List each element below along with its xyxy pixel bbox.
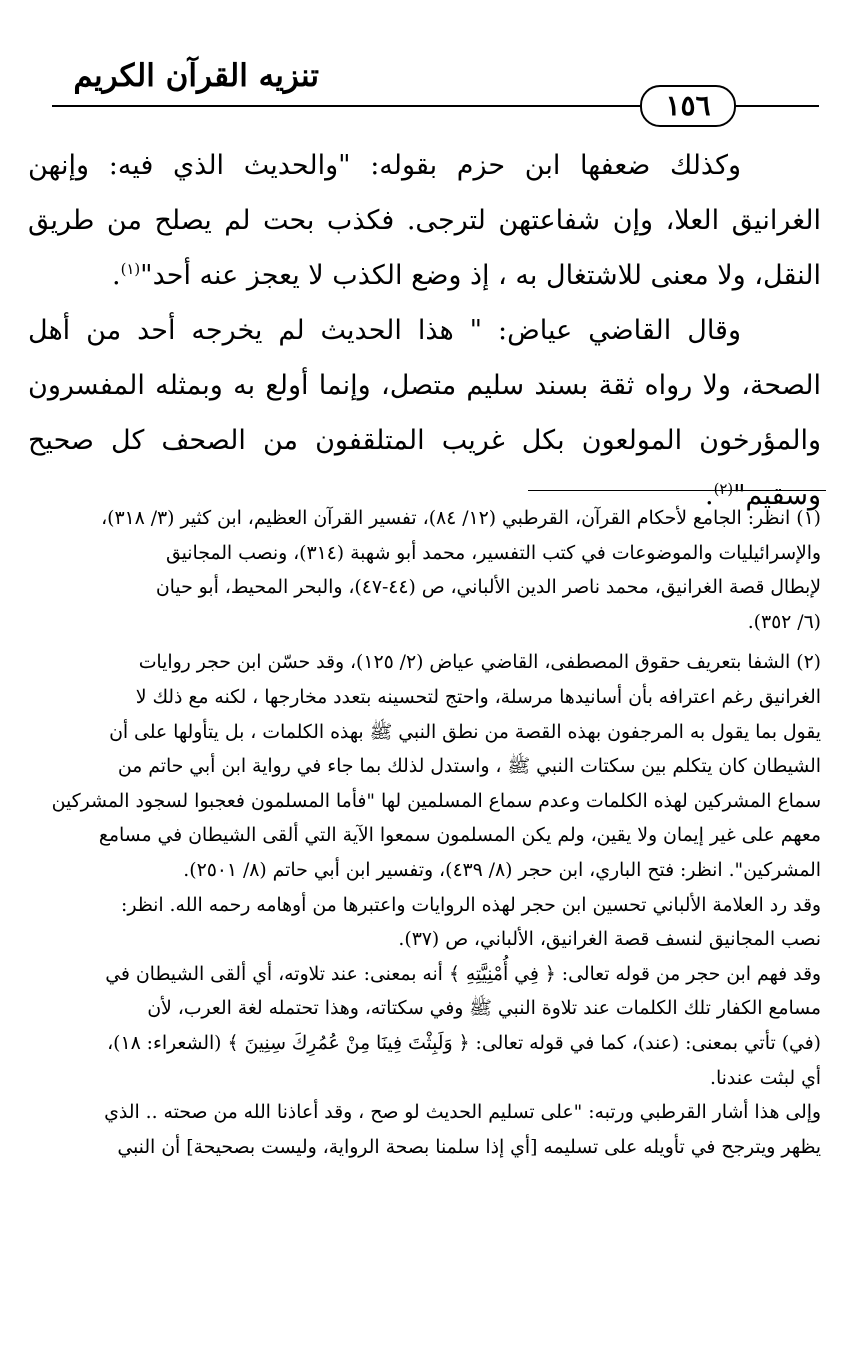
footnote-line: (٢) الشفا بتعريف حقوق المصطفى، القاضي عياض (٢/ ١٢٥)، وقد حسّن ابن حجر روايات — [138, 652, 821, 674]
footnote-line: معهم على غير إيمان ولا يقين، ولم يكن المسلمون سمعوا الآية التي ألقى الشيطان في مسامع — [98, 825, 821, 847]
footnote-line: وقد فهم ابن حجر من قوله تعالى: ﴿ فِي أُمْنِيَّتِهِ ﴾ أنه بمعنى: عند تلاوته، أي ألقى الشيطان في — [105, 963, 821, 985]
footnote-line: مسامع الكفار تلك الكلمات عند تلاوة النبي ﷺ وفي سكتاته، وهذا تحتمله لغة العرب، لأن — [147, 998, 821, 1020]
footnote-line: يظهر ويترجح في تأويله على تسليمه [أي إذا سلمنا بصحة الرواية، وليست بصحيحة] أن النبي — [117, 1136, 821, 1158]
footnote-line: والإسرائيليات والموضوعات في كتب التفسير، محمد أبو شهبة (٣١٤)، ونصب المجانيق — [165, 542, 821, 564]
footnote-line: وإلى هذا أشار القرطبي ورتبه: "على تسليم الحديث لو صح ، وقد أعاذنا الله من صحته .. الذي — [104, 1102, 821, 1124]
main-text — [28, 138, 821, 523]
main-paragraph — [28, 138, 821, 303]
main-paragraph-end: . — [112, 260, 121, 291]
footnote-line: لإبطال قصة الغرانيق، محمد ناصر الدين الألباني، ص (٤٤-٤٧)، والبحر المحيط، أبو حيان — [155, 577, 821, 599]
footnote-2 — [26, 646, 821, 1165]
main-paragraph-end: . — [704, 480, 714, 511]
footnote-line: الغرانيق رغم اعترافه بأن أسانيدها مرسلة، واحتج لتحسينه بتعدد مخارجها ، لكنه مع ذلك لا — [135, 686, 821, 708]
footnote-line: (١) انظر: الجامع لأحكام القرآن، القرطبي (١٢/ ٨٤)، تفسير القرآن العظيم، ابن كثير (٣/ ٣١٨)، — [101, 508, 821, 529]
footnotes — [26, 502, 821, 1165]
main-paragraph-text: وقال القاضي عياض: " هذا الحديث لم يخرجه أحد من أهل الصحة، ولا رواه ثقة بسند سليم متصل، وإنما أولع به وبمثله المفسرون والمؤرخون المولعون بكل غريب المتلقفون من الصحف كل صحيح وسقيم" — [28, 315, 821, 511]
footnote-line: نصب المجانيق لنسف قصة الغرانيق، الألباني، ص (٣٧). — [398, 929, 821, 951]
footnote-1 — [26, 502, 821, 640]
footnote-separator — [528, 490, 826, 491]
footnote-line: (٦/ ٣٥٢). — [747, 611, 821, 633]
footnote-line: الشيطان كان يتكلم بين سكتات النبي ﷺ ، واستدل لذلك بما جاء في رواية ابن أبي حاتم من — [117, 756, 821, 778]
page-number: ١٥٦ — [640, 85, 736, 127]
footnote-line: وقد رد العلامة الألباني تحسين ابن حجر لهذه الروايات واعتبرها من أوهامه رحمه الله. انظر: — [121, 894, 821, 916]
running-title: تنزيه القرآن الكريم — [73, 58, 319, 94]
footnote-line: المشركين". انظر: فتح الباري، ابن حجر (٨/ ٤٣٩)، وتفسير ابن أبي حاتم (٨/ ٢٥٠١). — [183, 859, 821, 881]
footnote-line: (في) تأتي بمعنى: (عند)، كما في قوله تعالى: ﴿ وَلَبِثْتَ فِينَا مِنْ عُمُرِكَ سِنِينَ ﴾ (الشعراء: ١٨)، — [107, 1032, 821, 1054]
footnote-line: سماع المشركين لهذه الكلمات وعدم سماع المسلمين لها "فأما المسلمون فعجبوا لسجود المشركين — [51, 790, 821, 812]
main-paragraph-text: وكذلك ضعفها ابن حزم بقوله: "والحديث الذي فيه: وإنهن الغرانيق العلا، وإن شفاعتهن لترجى. فكذب بحت لم يصلح من طريق النقل، ولا معنى للاشتغال به ، إذ وضع الكذب لا يعجز عنه أحد" — [28, 150, 821, 291]
footnote-ref: (٢) — [713, 480, 734, 498]
footnote-ref: (١) — [120, 260, 141, 278]
footnote-line: أي لبثت عندنا. — [709, 1067, 821, 1089]
footnote-line: يقول بما يقول به المرجفون بهذه القصة من نطق النبي ﷺ بهذه الكلمات ، بل يتأولها على أن — [109, 721, 821, 743]
